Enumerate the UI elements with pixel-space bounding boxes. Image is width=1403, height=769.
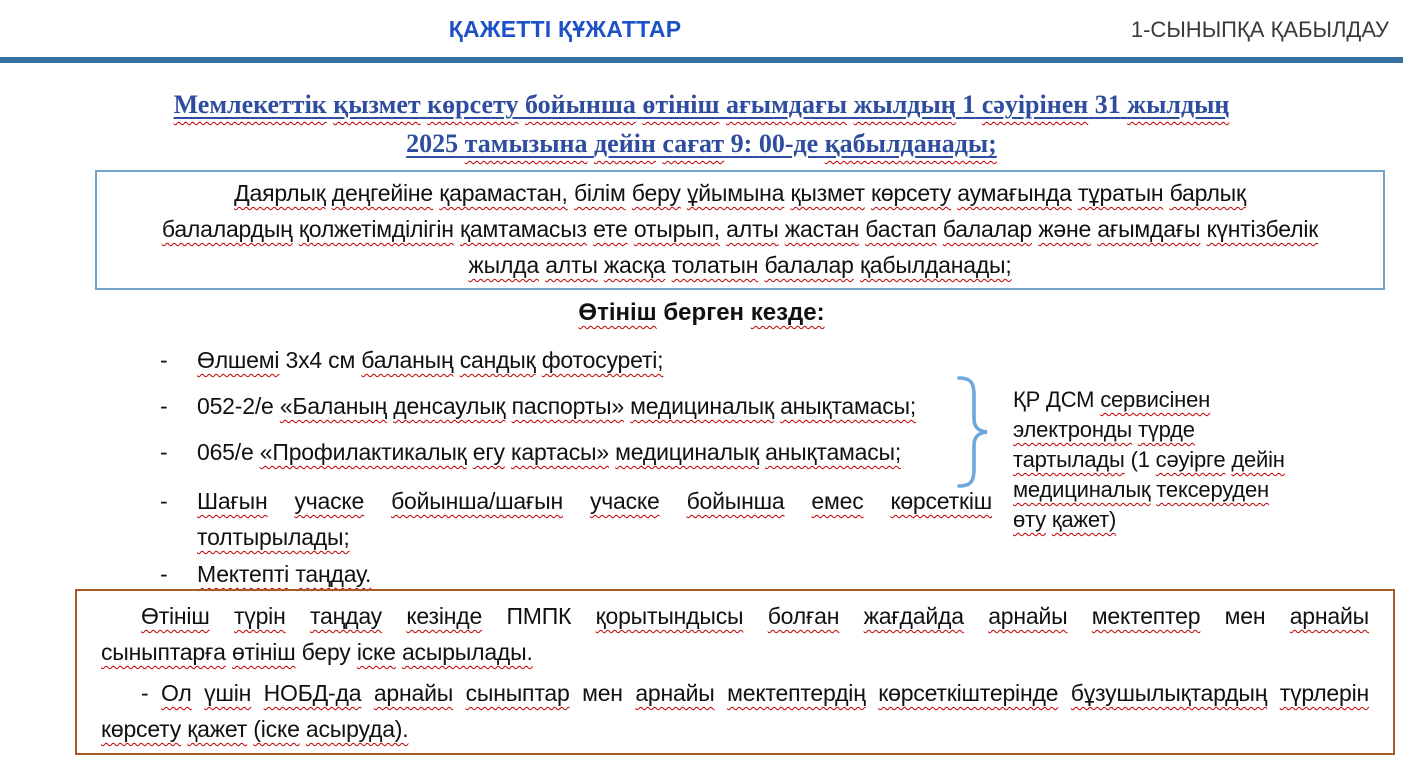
list-item-text: Өлшемі 3x4 см баланың сандық фотосуреті;	[197, 347, 664, 373]
list-item	[160, 391, 992, 421]
bracket-note: ҚР ДСМ сервисінен электронды түрде тартылады (1 сәуірге дейін медициналық тексеруден өту қажет)	[1013, 387, 1285, 532]
list-item-text: 065/е «Профилактикалық егу картасы» медициналық анықтамасы;	[197, 439, 902, 465]
list-item	[160, 437, 992, 467]
list-item-text: Мектепті таңдау.	[197, 561, 372, 587]
list-item	[160, 483, 992, 555]
document-list	[160, 345, 992, 605]
list-item	[160, 559, 992, 589]
dash-marker: -	[160, 347, 168, 373]
page-header-left: ҚАЖЕТТІ ҚҰЖАТТАР	[448, 16, 682, 42]
page-header-right: 1-СЫНЫПҚА ҚАБЫЛДАУ	[1130, 17, 1389, 42]
list-heading: Өтініш берген кезде:	[578, 299, 825, 326]
dash-marker: -	[160, 561, 168, 587]
curly-brace-icon	[956, 375, 992, 489]
list-item-text: 052-2/е «Баланың денсаулық паспорты» медициналық анықтамасы;	[197, 393, 917, 419]
list-item-text: Шағын учаске бойынша/шағын учаске бойынша емес көрсеткіш толтырылады;	[197, 488, 992, 550]
list-item	[160, 345, 992, 375]
dash-marker: -	[160, 488, 168, 514]
dash-marker: -	[160, 393, 168, 419]
bottom-note-box	[75, 589, 1395, 755]
dash-marker: -	[160, 439, 168, 465]
header-divider	[0, 57, 1403, 63]
info-box: Даярлық деңгейіне қарамастан, білім беру ұйымына қызмет көрсету аумағында тұратын барлық балалардың қолжетімділігін қамтамасыз ете отырып, алты жастан бастап балалар және ағымдағы күнтізбелік жылда алты жасқа толатын балалар қабылданады;	[95, 170, 1385, 290]
paragraph: - Ол үшін НОБД-да арнайы сыныптар мен арнайы мектептердің көрсеткіштерінде бұзушылықтардың түрлерін көрсету қажет (іске асыруда).	[101, 680, 1370, 742]
paragraph: Өтініш түрін таңдау кезінде ПМПК қорытындысы болған жағдайда арнайы мектептер мен арнайы сыныптарға өтініш беру іске асырылады.	[101, 603, 1369, 665]
page-title: Мемлекеттік қызмет көрсету бойынша өтініш ағымдағы жылдың 1 сәуірінен 31 жылдың 2025 тамызына дейін сағат 9: 00-де қабылданады;	[173, 90, 1230, 158]
